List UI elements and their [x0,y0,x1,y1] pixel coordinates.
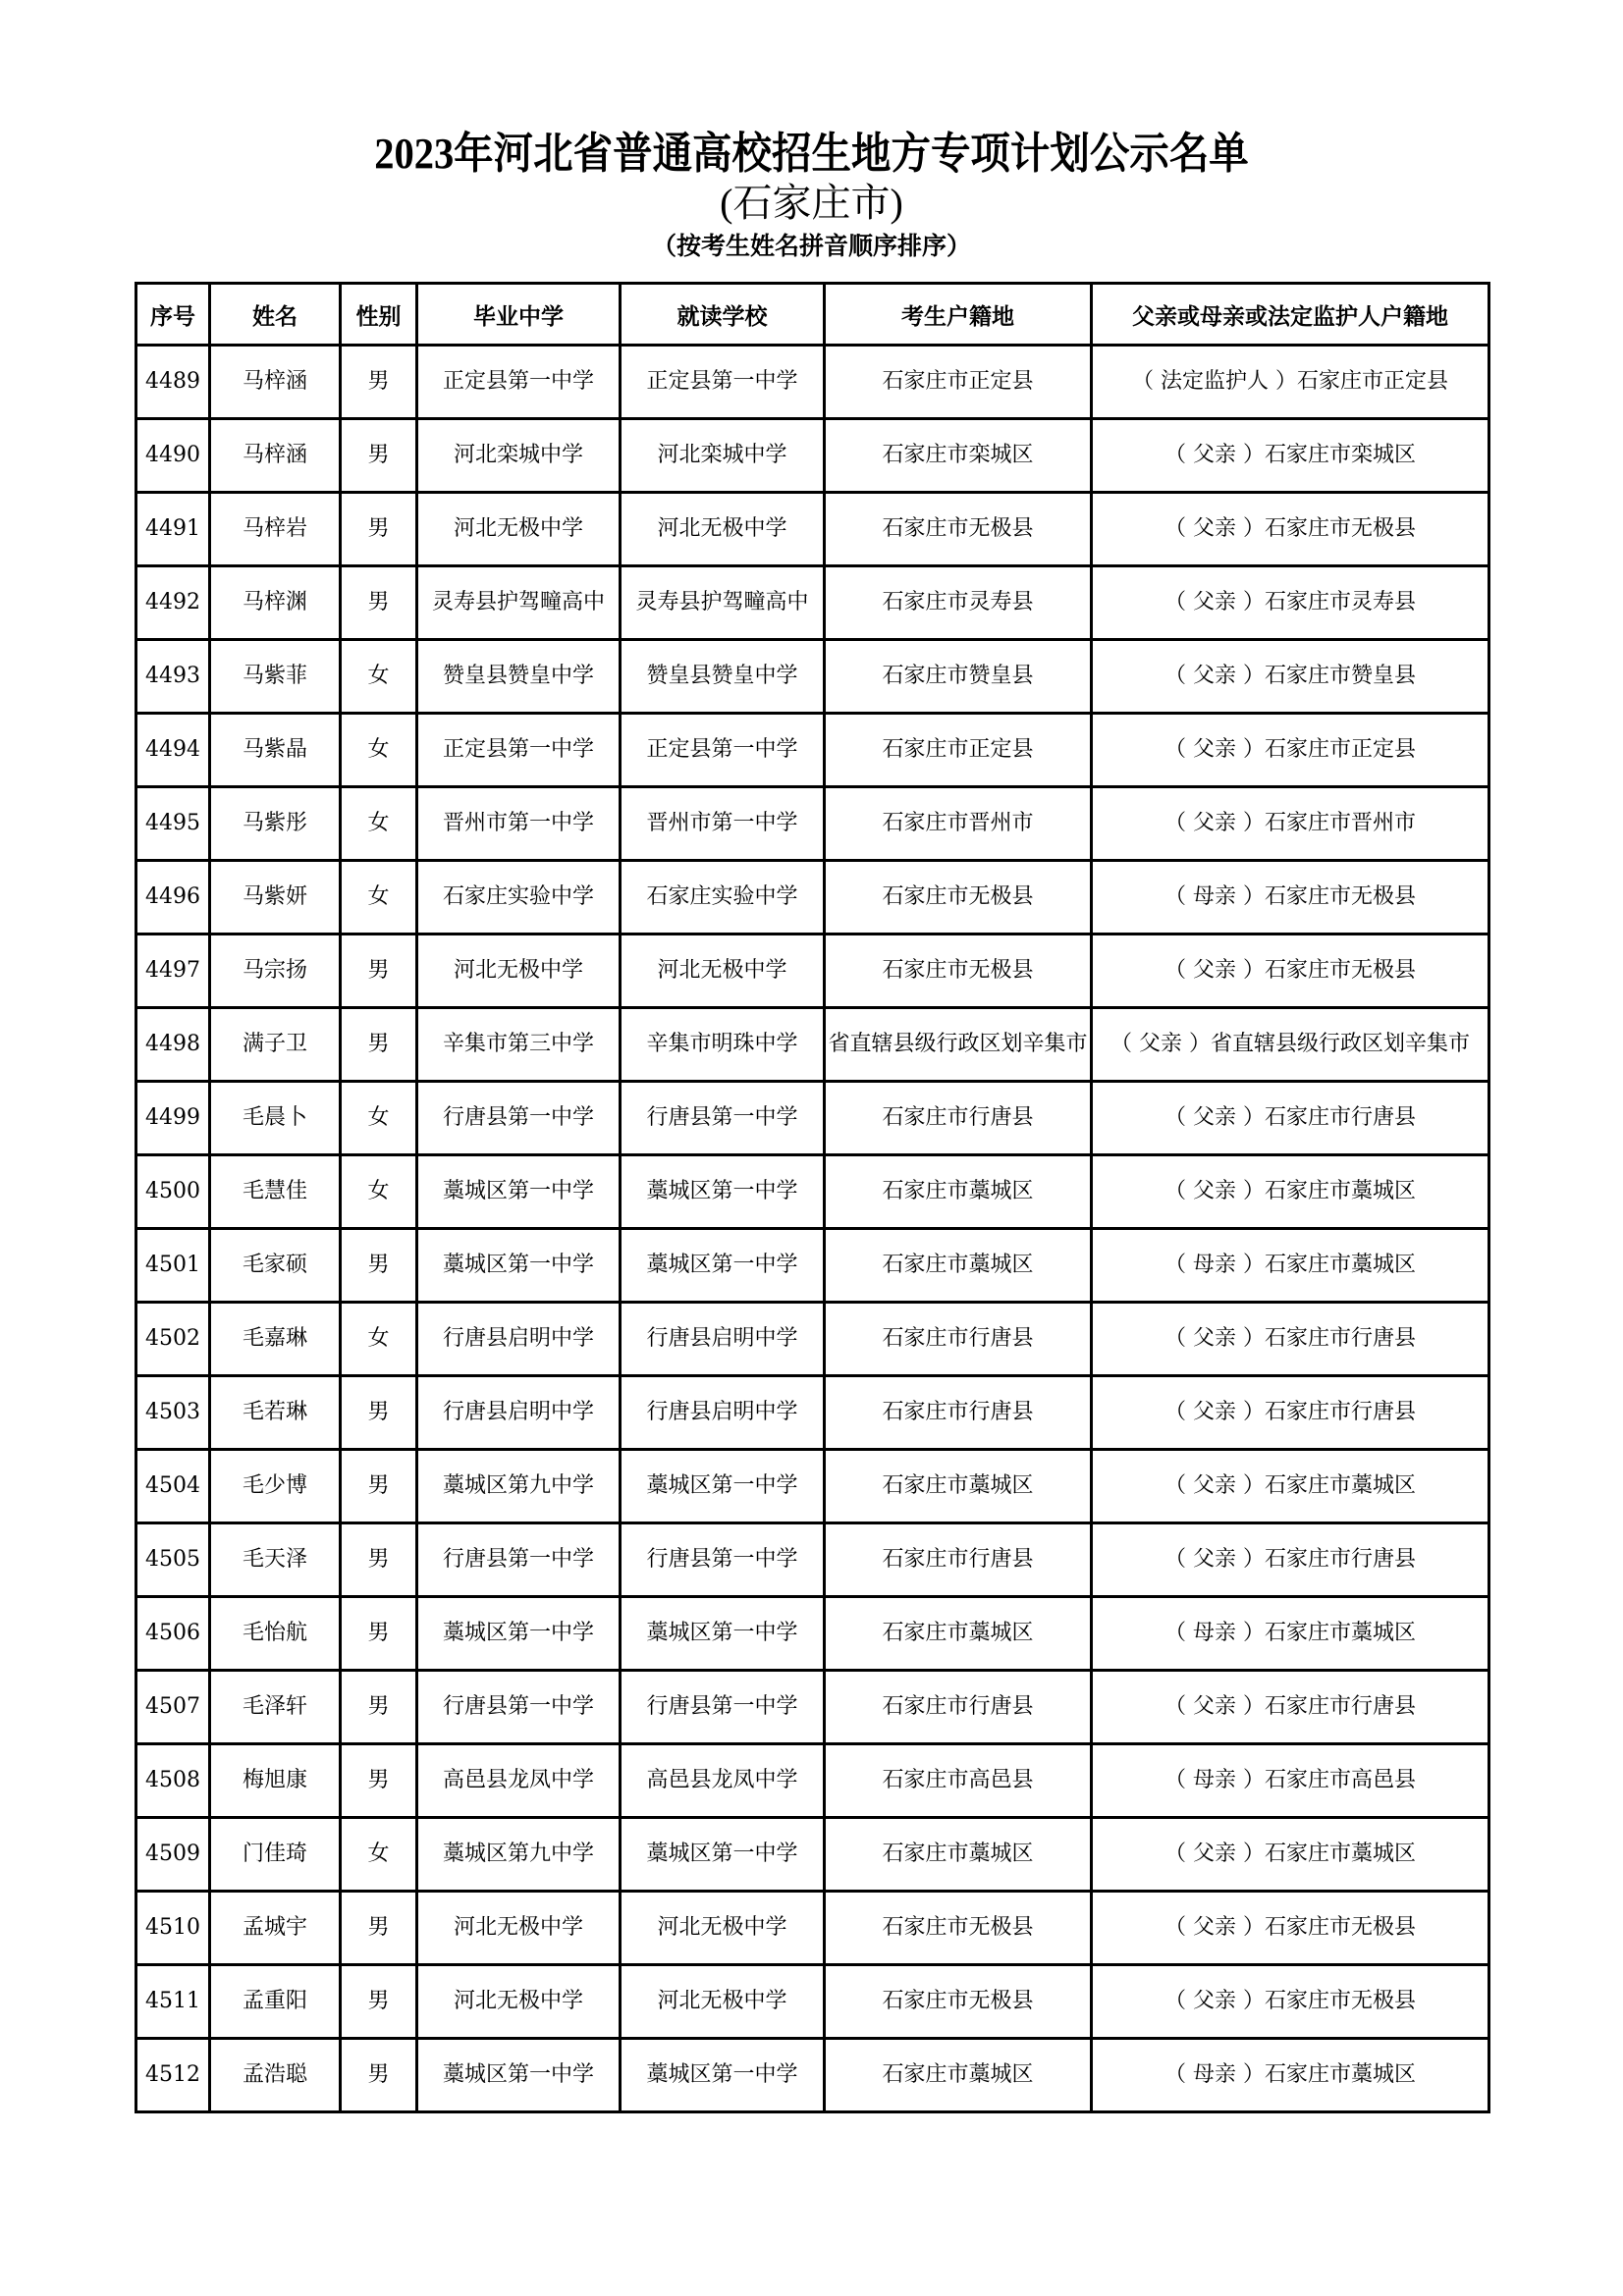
sort-note: （按考生姓名拼音顺序排序） [651,232,971,260]
row-seq: 4496 [136,861,210,934]
table-row [136,787,1489,861]
row-hukou: 石家庄市赞皇县 [825,640,1092,714]
row-current-school: 石家庄实验中学 [621,861,825,934]
row-guardian-hukou: （ 父亲 ）石家庄市行唐县 [1092,1082,1489,1155]
column-header-name: 姓名 [210,284,341,346]
row-seq: 4509 [136,1818,210,1892]
table-row [136,1450,1489,1523]
row-hukou: 石家庄市无极县 [825,493,1092,566]
row-seq: 4497 [136,934,210,1008]
row-seq: 4510 [136,1892,210,1965]
row-grad-school: 河北无极中学 [417,934,621,1008]
table-row [136,1155,1489,1229]
row-hukou: 石家庄市行唐县 [825,1303,1092,1376]
row-grad-school: 辛集市第三中学 [417,1008,621,1082]
row-grad-school: 正定县第一中学 [417,346,621,419]
row-gender: 男 [341,419,417,493]
table-row [136,493,1489,566]
row-current-school: 河北无极中学 [621,1965,825,2039]
row-grad-school: 高邑县龙凤中学 [417,1744,621,1818]
row-seq: 4495 [136,787,210,861]
row-current-school: 正定县第一中学 [621,346,825,419]
row-name: 毛家硕 [210,1229,341,1303]
row-current-school: 藁城区第一中学 [621,1597,825,1671]
row-gender: 女 [341,714,417,787]
row-hukou: 石家庄市藁城区 [825,1818,1092,1892]
column-header-guardian-hukou: 父亲或母亲或法定监护人户籍地 [1092,284,1489,346]
row-grad-school: 行唐县第一中学 [417,1082,621,1155]
row-guardian-hukou: （ 父亲 ）石家庄市赞皇县 [1092,640,1489,714]
row-current-school: 晋州市第一中学 [621,787,825,861]
row-seq: 4501 [136,1229,210,1303]
row-hukou: 省直辖县级行政区划辛集市 [825,1008,1092,1082]
row-gender: 男 [341,1597,417,1671]
row-seq: 4506 [136,1597,210,1671]
row-seq: 4512 [136,2039,210,2112]
row-guardian-hukou: （ 父亲 ）石家庄市栾城区 [1092,419,1489,493]
row-gender: 男 [341,493,417,566]
row-seq: 4504 [136,1450,210,1523]
row-name: 毛泽轩 [210,1671,341,1744]
table-row [136,1965,1489,2039]
row-hukou: 石家庄市藁城区 [825,1450,1092,1523]
document-subtitle: (石家庄市) [720,181,903,225]
row-seq: 4505 [136,1523,210,1597]
row-name: 毛怡航 [210,1597,341,1671]
row-name: 毛嘉琳 [210,1303,341,1376]
row-guardian-hukou: （ 父亲 ）石家庄市行唐县 [1092,1523,1489,1597]
row-seq: 4491 [136,493,210,566]
row-grad-school: 藁城区第九中学 [417,1818,621,1892]
row-grad-school: 藁城区第九中学 [417,1450,621,1523]
row-grad-school: 赞皇县赞皇中学 [417,640,621,714]
row-hukou: 石家庄市正定县 [825,346,1092,419]
row-gender: 女 [341,861,417,934]
row-guardian-hukou: （ 父亲 ）石家庄市无极县 [1092,1892,1489,1965]
row-name: 毛少博 [210,1450,341,1523]
row-name: 马紫菲 [210,640,341,714]
row-seq: 4494 [136,714,210,787]
row-name: 马紫彤 [210,787,341,861]
row-guardian-hukou: （ 父亲 ）石家庄市藁城区 [1092,1450,1489,1523]
row-seq: 4490 [136,419,210,493]
row-name: 马紫晶 [210,714,341,787]
row-hukou: 石家庄市行唐县 [825,1376,1092,1450]
row-hukou: 石家庄市藁城区 [825,2039,1092,2112]
row-guardian-hukou: （ 父亲 ）石家庄市行唐县 [1092,1376,1489,1450]
row-name: 马梓岩 [210,493,341,566]
row-grad-school: 正定县第一中学 [417,714,621,787]
row-gender: 男 [341,1376,417,1450]
row-seq: 4503 [136,1376,210,1450]
row-gender: 男 [341,346,417,419]
row-name: 梅旭康 [210,1744,341,1818]
row-grad-school: 石家庄实验中学 [417,861,621,934]
row-grad-school: 河北无极中学 [417,1892,621,1965]
row-hukou: 石家庄市无极县 [825,1892,1092,1965]
column-header-current-school: 就读学校 [621,284,825,346]
row-guardian-hukou: （ 父亲 ）省直辖县级行政区划辛集市 [1092,1008,1489,1082]
row-guardian-hukou: （ 母亲 ）石家庄市高邑县 [1092,1744,1489,1818]
row-hukou: 石家庄市藁城区 [825,1155,1092,1229]
row-hukou: 石家庄市晋州市 [825,787,1092,861]
row-hukou: 石家庄市栾城区 [825,419,1092,493]
row-gender: 男 [341,934,417,1008]
table-body [136,346,1489,2112]
row-gender: 男 [341,566,417,640]
row-seq: 4511 [136,1965,210,2039]
table-row [136,566,1489,640]
admission-list-table [135,282,1490,2113]
table-header-row [136,284,1489,346]
table-row [136,640,1489,714]
row-guardian-hukou: （ 父亲 ）石家庄市灵寿县 [1092,566,1489,640]
row-gender: 男 [341,1523,417,1597]
row-name: 门佳琦 [210,1818,341,1892]
row-gender: 女 [341,1818,417,1892]
table-row [136,1671,1489,1744]
row-name: 孟重阳 [210,1965,341,2039]
table-row [136,1229,1489,1303]
row-hukou: 石家庄市正定县 [825,714,1092,787]
row-current-school: 行唐县第一中学 [621,1523,825,1597]
row-current-school: 河北栾城中学 [621,419,825,493]
row-hukou: 石家庄市无极县 [825,1965,1092,2039]
row-hukou: 石家庄市灵寿县 [825,566,1092,640]
row-guardian-hukou: （ 母亲 ）石家庄市无极县 [1092,861,1489,934]
row-seq: 4499 [136,1082,210,1155]
column-header-gender: 性别 [341,284,417,346]
row-guardian-hukou: （ 父亲 ）石家庄市藁城区 [1092,1155,1489,1229]
row-grad-school: 藁城区第一中学 [417,1155,621,1229]
row-name: 马梓渊 [210,566,341,640]
row-current-school: 藁城区第一中学 [621,2039,825,2112]
row-guardian-hukou: （ 父亲 ）石家庄市正定县 [1092,714,1489,787]
table-row [136,1376,1489,1450]
row-gender: 男 [341,1229,417,1303]
table-row [136,2039,1489,2112]
row-hukou: 石家庄市藁城区 [825,1597,1092,1671]
table-row [136,714,1489,787]
row-seq: 4507 [136,1671,210,1744]
row-name: 孟城宇 [210,1892,341,1965]
column-header-seq: 序号 [136,284,210,346]
row-gender: 男 [341,1671,417,1744]
row-name: 马紫妍 [210,861,341,934]
table-row [136,934,1489,1008]
row-gender: 男 [341,1744,417,1818]
row-current-school: 辛集市明珠中学 [621,1008,825,1082]
row-seq: 4508 [136,1744,210,1818]
column-header-grad-school: 毕业中学 [417,284,621,346]
row-current-school: 藁城区第一中学 [621,1450,825,1523]
row-name: 孟浩聪 [210,2039,341,2112]
row-current-school: 河北无极中学 [621,493,825,566]
row-gender: 女 [341,787,417,861]
row-guardian-hukou: （ 父亲 ）石家庄市藁城区 [1092,1818,1489,1892]
table-row [136,1303,1489,1376]
row-hukou: 石家庄市行唐县 [825,1671,1092,1744]
document-title: 2023年河北省普通高校招生地方专项计划公示名单 [374,130,1249,178]
row-current-school: 藁城区第一中学 [621,1818,825,1892]
row-hukou: 石家庄市无极县 [825,861,1092,934]
row-seq: 4498 [136,1008,210,1082]
row-hukou: 石家庄市高邑县 [825,1744,1092,1818]
row-grad-school: 藁城区第一中学 [417,1229,621,1303]
row-grad-school: 藁城区第一中学 [417,2039,621,2112]
row-name: 满子卫 [210,1008,341,1082]
row-grad-school: 行唐县第一中学 [417,1523,621,1597]
row-guardian-hukou: （ 父亲 ）石家庄市行唐县 [1092,1303,1489,1376]
table-row [136,1008,1489,1082]
row-name: 马宗扬 [210,934,341,1008]
row-name: 马梓涵 [210,419,341,493]
row-current-school: 灵寿县护驾疃高中 [621,566,825,640]
row-guardian-hukou: （ 父亲 ）石家庄市行唐县 [1092,1671,1489,1744]
table-row [136,419,1489,493]
row-name: 马梓涵 [210,346,341,419]
row-hukou: 石家庄市行唐县 [825,1523,1092,1597]
row-guardian-hukou: （ 母亲 ）石家庄市藁城区 [1092,1597,1489,1671]
row-current-school: 行唐县启明中学 [621,1376,825,1450]
row-gender: 男 [341,1965,417,2039]
row-seq: 4502 [136,1303,210,1376]
row-grad-school: 行唐县启明中学 [417,1376,621,1450]
row-gender: 女 [341,640,417,714]
row-seq: 4500 [136,1155,210,1229]
table-row [136,1892,1489,1965]
row-grad-school: 河北无极中学 [417,493,621,566]
row-grad-school: 晋州市第一中学 [417,787,621,861]
row-guardian-hukou: （ 母亲 ）石家庄市藁城区 [1092,2039,1489,2112]
row-gender: 女 [341,1303,417,1376]
row-guardian-hukou: （ 父亲 ）石家庄市晋州市 [1092,787,1489,861]
row-gender: 男 [341,1450,417,1523]
row-hukou: 石家庄市行唐县 [825,1082,1092,1155]
row-gender: 男 [341,1008,417,1082]
row-current-school: 河北无极中学 [621,1892,825,1965]
row-grad-school: 藁城区第一中学 [417,1597,621,1671]
row-current-school: 行唐县启明中学 [621,1303,825,1376]
row-seq: 4492 [136,566,210,640]
row-guardian-hukou: （ 父亲 ）石家庄市无极县 [1092,934,1489,1008]
row-grad-school: 行唐县第一中学 [417,1671,621,1744]
row-gender: 男 [341,1892,417,1965]
row-name: 毛慧佳 [210,1155,341,1229]
row-grad-school: 河北无极中学 [417,1965,621,2039]
row-gender: 女 [341,1155,417,1229]
row-guardian-hukou: （ 父亲 ）石家庄市无极县 [1092,493,1489,566]
row-current-school: 赞皇县赞皇中学 [621,640,825,714]
row-current-school: 高邑县龙凤中学 [621,1744,825,1818]
row-gender: 女 [341,1082,417,1155]
table-row [136,861,1489,934]
row-current-school: 河北无极中学 [621,934,825,1008]
row-seq: 4489 [136,346,210,419]
row-current-school: 行唐县第一中学 [621,1082,825,1155]
row-hukou: 石家庄市无极县 [825,934,1092,1008]
row-current-school: 藁城区第一中学 [621,1155,825,1229]
column-header-hukou: 考生户籍地 [825,284,1092,346]
row-name: 毛天泽 [210,1523,341,1597]
table-row [136,1523,1489,1597]
row-current-school: 行唐县第一中学 [621,1671,825,1744]
row-grad-school: 灵寿县护驾疃高中 [417,566,621,640]
row-current-school: 正定县第一中学 [621,714,825,787]
row-grad-school: 河北栾城中学 [417,419,621,493]
row-grad-school: 行唐县启明中学 [417,1303,621,1376]
table-row [136,1082,1489,1155]
row-guardian-hukou: （ 法定监护人 ）石家庄市正定县 [1092,346,1489,419]
table-row [136,346,1489,419]
table-row [136,1818,1489,1892]
row-current-school: 藁城区第一中学 [621,1229,825,1303]
table-row [136,1744,1489,1818]
row-guardian-hukou: （ 父亲 ）石家庄市无极县 [1092,1965,1489,2039]
row-name: 毛晨卜 [210,1082,341,1155]
row-name: 毛若琳 [210,1376,341,1450]
row-seq: 4493 [136,640,210,714]
row-gender: 男 [341,2039,417,2112]
row-guardian-hukou: （ 母亲 ）石家庄市藁城区 [1092,1229,1489,1303]
table-row [136,1597,1489,1671]
row-hukou: 石家庄市藁城区 [825,1229,1092,1303]
